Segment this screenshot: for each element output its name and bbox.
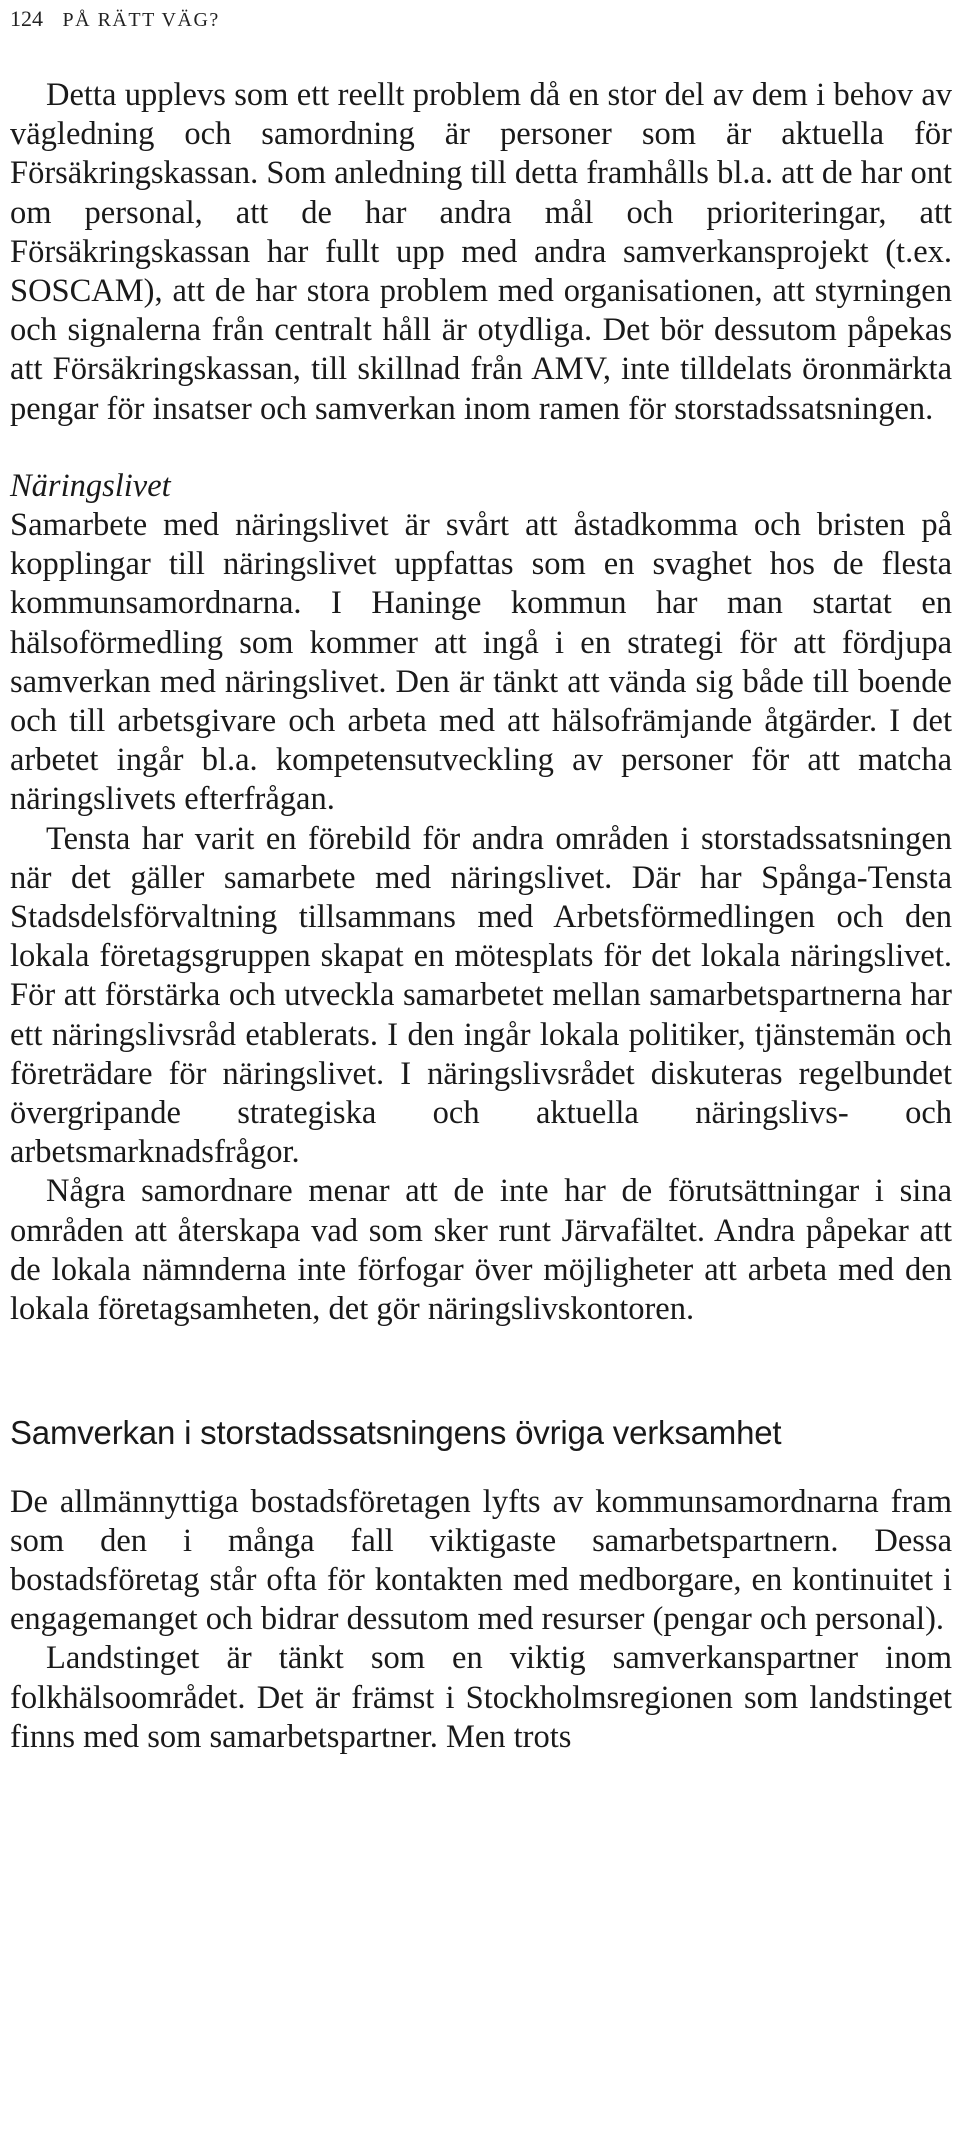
paragraph: Detta upplevs som ett reellt problem då en stor del av dem i behov av vägledning och samordning är personer som är aktuella för Försäkringskassan. Som anledning till detta framhålls bl.a. att de har ont om personal, att de har andra mål och prioriteringar, att Försäkringskassan har fullt upp med andra samverkansprojekt (t.ex. SOSCAM), att de har stora problem med organisationen, att styrningen och signalerna från centralt håll är otydliga. Det bör dessutom påpekas att Försäkringskassan, till skillnad från AMV, inte tilldelats öronmärkta pengar för insatser och samverkan inom ramen för storstadssatsningen. — [10, 77, 952, 427]
paragraph: Samarbete med näringslivet är svårt att åstadkomma och bristen på kopplingar till näringslivet uppfattas som en svaghet hos de flesta kommunsamordnarna. I Haninge kommun har man startat en hälsoförmedling som kommer att ingå i en strategi för att fördjupa samverkan med näringslivet. Den är tänkt att vända sig både till boende och till arbetsgivare och arbeta med att hälsofrämjande åtgärder. I det arbetet ingår bl.a. kompetensutveckling av personer för att matcha näringslivets efterfrågan. — [10, 507, 952, 818]
paragraph: Landstinget är tänkt som en viktig samverkanspartner inom folkhälsoområdet. Det är främst i Stockholmsregionen som landstinget finns med som samarbetspartner. Men trots — [10, 1640, 952, 1755]
paragraph: Några samordnare menar att de inte har de förutsättningar i sina områden att återskapa vad som sker runt Järvafältet. Andra påpekar att de lokala nämnderna inte förfogar över möjligheter att arbeta med den lokala företagsamheten, det gör näringslivskontoren. — [10, 1173, 952, 1328]
page-number: 124 — [10, 6, 43, 31]
running-header — [10, 0, 952, 38]
section-heading: Samverkan i storstadssatsningens övriga verksamhet — [10, 1414, 782, 1452]
paragraph: De allmännyttiga bostadsföretagen lyfts av kommunsamordnarna fram som den i många fall viktigaste samarbetspartnern. Dessa bostadsföretag står ofta för kontakten med medborgare, en kontinuitet i engagemanget och bidrar dessutom med resurser (pengar och personal). — [10, 1483, 952, 1638]
body-text — [10, 76, 952, 1757]
book-title: PÅ RÄTT VÄG? — [62, 9, 220, 31]
subheading-naringslivet: Näringslivet — [10, 467, 171, 504]
paragraph: Tensta har varit en förebild för andra områden i storstadssatsningen när det gäller samarbete med näringslivet. Där har Spånga-Tensta Stadsdelsförvaltning tillsammans med Arbetsförmedlingen och den lokala företagsgruppen skapat en mötesplats för det lokala näringslivet. För att förstärka och utveckla samarbetet mellan samarbetspartnerna har ett näringslivsråd etablerats. I den ingår lokala politiker, tjänstemän och företrädare för näringslivet. I näringslivsrådet diskuteras regelbundet övergripande strategiska och aktuella näringslivs- och arbetsmarknadsfrågor. — [10, 820, 952, 1171]
